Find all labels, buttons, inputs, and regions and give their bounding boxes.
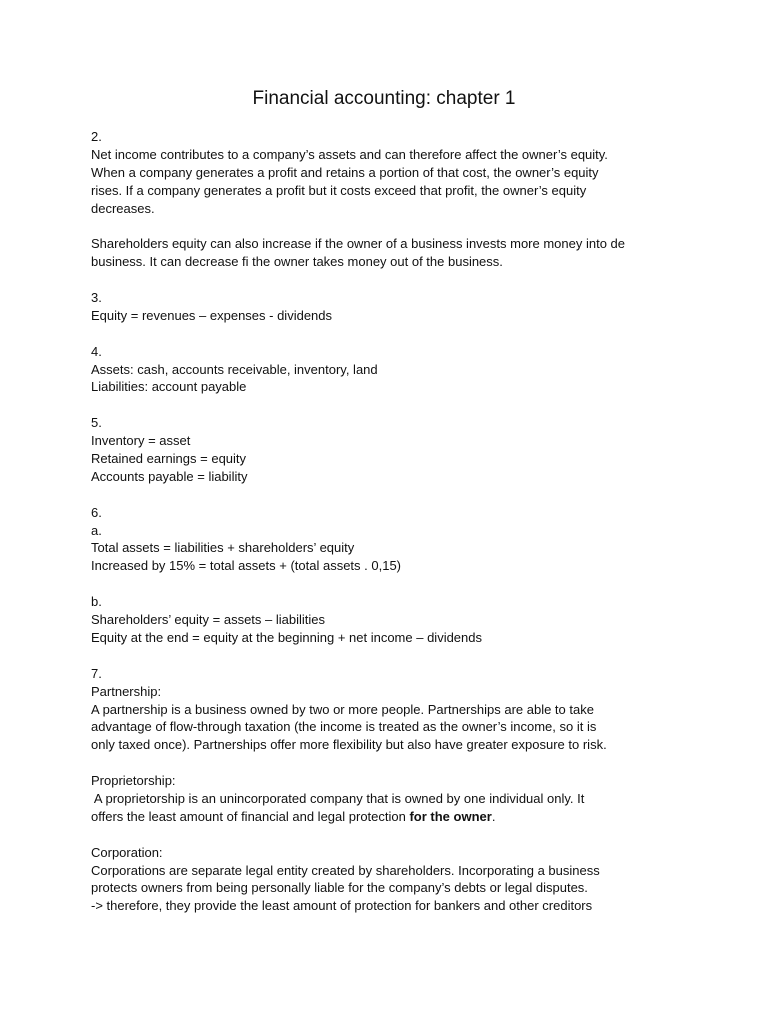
paragraph-gap xyxy=(91,486,691,504)
q6-b-line: Shareholders’ equity = assets – liabilities xyxy=(91,612,326,628)
q2-p2-line: Shareholders equity can also increase if the owner of a business invests more money into de xyxy=(91,236,626,252)
corporation-heading: Corporation: xyxy=(91,844,163,860)
q2-p1-line: When a company generates a profit and retains a portion of that cost, the owner’s equity xyxy=(91,164,599,180)
paragraph-gap xyxy=(91,826,691,844)
q2-p1-line: rises. If a company generates a profit but it costs exceed that profit, the owner’s equity xyxy=(91,182,587,198)
q6-number: 6. xyxy=(91,504,102,520)
paragraph-gap xyxy=(91,575,691,593)
q6-a-line: Total assets = liabilities + shareholders’ equity xyxy=(91,540,355,556)
corporation-line: protects owners from being personally liable for the company’s debts or legal disputes. xyxy=(91,880,588,896)
q6-b-label: b. xyxy=(91,594,102,610)
corporation-line: Corporations are separate legal entity created by shareholders. Incorporating a business xyxy=(91,862,600,878)
partnership-line: A partnership is a business owned by two or more people. Partnerships are able to take xyxy=(91,701,594,717)
q7-number: 7. xyxy=(91,665,102,681)
q2-p1-line: Net income contributes to a company’s assets and can therefore affect the owner’s equity. xyxy=(91,146,608,162)
paragraph-gap xyxy=(91,271,691,289)
proprietorship-line-2-end: . xyxy=(491,808,496,824)
q6-b-line: Equity at the end = equity at the beginning + net income – dividends xyxy=(91,629,482,645)
paragraph-gap xyxy=(91,647,691,665)
partnership-line: advantage of flow-through taxation (the income is treated as the owner’s income, so it is xyxy=(91,719,597,735)
paragraph-gap xyxy=(91,754,691,772)
proprietorship-line-2-text: offers the least amount of financial and legal protection xyxy=(91,808,410,824)
q5-number: 5. xyxy=(91,415,102,431)
corporation-line: -> therefore, they provide the least amount of protection for bankers and other creditors xyxy=(91,898,593,914)
proprietorship-heading: Proprietorship: xyxy=(91,773,176,789)
q5-line: Inventory = asset xyxy=(91,433,191,449)
q4-number: 4. xyxy=(91,343,102,359)
proprietorship-line: A proprietorship is an unincorporated company that is owned by one individual only. It xyxy=(91,790,585,806)
paragraph-gap xyxy=(91,217,691,235)
partnership-line: only taxed once). Partnerships offer more flexibility but also have greater exposure to risk. xyxy=(91,737,607,753)
proprietorship-line-2-bold: for the owner xyxy=(409,808,492,824)
q3-line: Equity = revenues – expenses - dividends xyxy=(91,307,333,323)
q6-a-label: a. xyxy=(91,522,102,538)
q5-line: Retained earnings = equity xyxy=(91,451,247,467)
paragraph-gap xyxy=(91,396,691,414)
paragraph-gap xyxy=(91,325,691,343)
q2-p2-line: business. It can decrease fi the owner takes money out of the business. xyxy=(91,254,503,270)
document-body xyxy=(91,128,691,915)
partnership-heading: Partnership: xyxy=(91,683,162,699)
q4-line: Assets: cash, accounts receivable, inventory, land xyxy=(91,361,378,377)
proprietorship-line-2 xyxy=(91,808,691,826)
q4-line: Liabilities: account payable xyxy=(91,379,247,395)
q2-number: 2. xyxy=(91,129,102,144)
q3-number: 3. xyxy=(91,290,102,306)
document-title: Financial accounting: chapter 1 xyxy=(252,88,516,109)
q6-a-line: Increased by 15% = total assets + (total assets . 0,15) xyxy=(91,558,402,574)
q5-line: Accounts payable = liability xyxy=(91,468,248,484)
q2-p1-line: decreases. xyxy=(91,200,155,216)
